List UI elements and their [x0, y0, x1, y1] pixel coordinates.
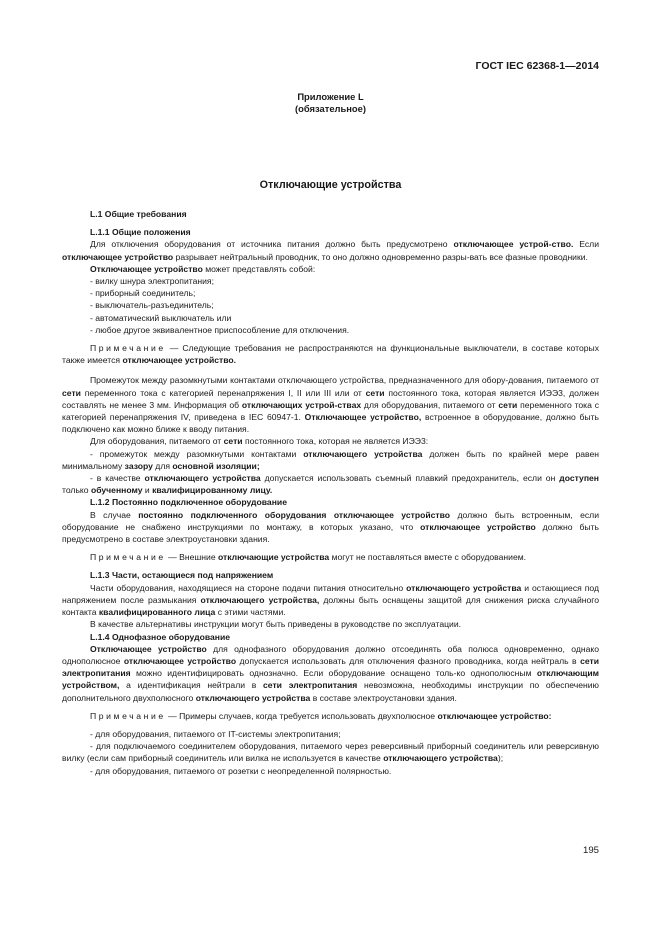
text-run: L.1.2 Постоянно подключенное оборудование	[90, 497, 287, 508]
term-bold: отключающим устройством,	[62, 668, 599, 691]
text-run: и остающиеся под напряжением после размыкания	[62, 582, 599, 605]
term-bold: отключающее устройство.	[122, 355, 237, 366]
text-run: — Примеры случаев, когда требуется использовать двухполюсное	[165, 710, 438, 721]
paragraph	[62, 551, 599, 563]
term-bold: отключающего устройства	[195, 692, 311, 703]
text-run: Для отключения оборудования от источника питания должно быть предусмотрено	[90, 239, 454, 250]
text-run: Если	[573, 239, 599, 250]
text-run: с этими частями.	[215, 607, 286, 618]
paragraph	[62, 312, 599, 324]
term-bold: отключающего устройства,	[200, 594, 320, 605]
subsection-heading	[62, 226, 599, 238]
text-run: и	[142, 485, 153, 496]
text-run: можно идентифицировать однозначно. Если оборудование оснащено толь-ко однополюсным	[130, 668, 537, 679]
paragraph	[62, 472, 599, 496]
text-run: только	[62, 485, 91, 496]
term-bold: сети электропитания	[263, 680, 358, 691]
subsection-heading	[62, 631, 599, 643]
subsection-heading	[62, 569, 599, 581]
term-bold: отключающие устройства	[217, 552, 330, 563]
spacer	[62, 366, 599, 374]
text-run: переменного тока с категорией перенапряжения I, II или III или от	[80, 387, 366, 398]
term-bold: сети	[62, 387, 81, 398]
appendix-status: (обязательное)	[295, 103, 366, 114]
paragraph	[62, 740, 599, 764]
paragraph	[62, 728, 599, 740]
text-run: постоянного тока, которая является ИЭЭ3, должен составлять не менее 3 мм. Информация об	[62, 387, 599, 410]
paragraph	[62, 238, 599, 262]
term-bold: обученному	[90, 485, 143, 496]
paragraph	[62, 509, 599, 546]
paragraph	[62, 582, 599, 619]
subsection-heading	[62, 208, 599, 220]
text-run: — Следующие требования не распространяются на функциональные выключатели, в составе которых также имеется	[62, 343, 599, 366]
term-bold: отключающего устройства	[383, 753, 498, 764]
text-run: - для оборудования, питаемого от розетки с неопределенной полярностью.	[90, 765, 392, 776]
text-run: - для подключаемого соединителем оборудования, питаемого через реверсивный приборный соединитель или реверсивную вилку (если сам приборный соединитель или вилка не используется в качестве	[62, 741, 599, 764]
text-run: В случае	[90, 509, 139, 520]
term-bold: зазору	[124, 460, 153, 471]
paragraph	[62, 374, 599, 435]
paragraph	[62, 275, 599, 287]
term-bold: доступен	[559, 473, 599, 484]
term-bold: отключающее устройство:	[437, 710, 552, 721]
text-run: - вилку шнура электропитания;	[90, 276, 214, 287]
note-label: Примечание	[90, 710, 166, 721]
term-bold: отключающее устройство	[62, 251, 174, 262]
text-run: В качестве альтернативы инструкции могут быть приведены в руководстве по эксплуатации.	[90, 619, 462, 630]
term-bold: Отключающее устройство	[90, 263, 203, 274]
paragraph	[62, 287, 599, 299]
text-run: L.1.3 Части, остающиеся под напряжением	[90, 570, 274, 581]
section-title: Отключающие устройства	[259, 179, 402, 191]
text-run: должно быть встроенным, если оборудование не снабжено инструкциями по монтажу, в которых указано, что	[62, 509, 599, 532]
term-bold: сети электропитания	[62, 655, 599, 679]
note-label: Примечание	[90, 343, 166, 354]
text-run: для однофазного оборудования должно отсоединять оба полюса одновременно, однако однополюсное	[62, 643, 599, 666]
text-run: невозможна, необходимы инструкции по обеспечению дополнительного двухполюсного	[62, 680, 599, 703]
text-run: - приборный соединитель;	[90, 288, 196, 299]
text-run: встроенное в оборудование, должно быть подключено как можно ближе к вводу питания.	[62, 412, 599, 435]
text-run: переменного тока с категорией перенапряжения IV, приведена в IEC 60947-1.	[62, 399, 600, 423]
text-run: L.1.1 Общие положения	[90, 227, 191, 238]
text-run: должны быть оснащены защитой для снижения риска случайного контакта	[62, 594, 600, 618]
note-label: Примечание	[90, 552, 166, 563]
document-body	[62, 208, 599, 777]
text-run: - автоматический выключатель или	[90, 312, 232, 323]
text-run: для оборудования, питаемого от	[361, 399, 499, 410]
paragraph	[62, 324, 599, 336]
term-bold: сети	[498, 399, 518, 410]
text-run: - выключатель-разъединитель;	[90, 300, 214, 311]
text-run: );	[497, 753, 504, 764]
term-bold: постоянно подключенного оборудования отключающее устройство	[138, 509, 451, 520]
term-bold: отключающего устройства	[144, 473, 261, 484]
subsection-heading	[62, 496, 599, 508]
term-bold: основной изоляции;	[172, 460, 260, 471]
text-run: разрывает нейтральный проводник, то оно должно одновременно разры-вать все фазные проводники.	[173, 251, 588, 262]
text-run: для	[152, 460, 173, 471]
text-run: допускается использовать съемный плавкий предохранитель, если он	[260, 473, 560, 484]
term-bold: отключающих устрой-ствах	[241, 399, 362, 410]
text-run: - промежуток между разомкнутыми контактами	[90, 448, 304, 459]
term-bold: отключающего устройства	[303, 448, 423, 459]
paragraph	[62, 643, 599, 704]
paragraph	[62, 435, 599, 447]
text-run: должен быть по крайней мере равен минимальному	[62, 448, 599, 471]
text-run: - любое другое эквивалентное приспособление для отключения.	[90, 324, 350, 335]
text-run: - в качестве	[90, 473, 145, 484]
term-bold: сети	[365, 387, 385, 398]
term-bold: отключающее устрой-ство.	[453, 239, 574, 250]
text-run: - для оборудования, питаемого от IT-системы электропитания;	[90, 728, 341, 739]
appendix-title: Приложение L	[297, 91, 364, 102]
page-number: 195	[582, 845, 599, 856]
term-bold: отключающее устройство	[123, 655, 237, 666]
text-run: — Внешние	[165, 552, 218, 563]
text-run: Для оборудования, питаемого от	[90, 436, 224, 447]
term-bold: отключающего устройства	[406, 582, 522, 593]
text-run: L.1 Общие требования	[90, 209, 187, 219]
term-bold: квалифицированного лица	[98, 607, 216, 618]
paragraph	[62, 618, 599, 630]
paragraph	[62, 299, 599, 311]
text-run: Промежуток между разомкнутыми контактами отключающего устройства, предназначенного для обору-дования, питаемого от	[90, 375, 599, 386]
text-run: может представлять собой:	[202, 263, 316, 274]
term-bold: Отключающее устройство	[90, 643, 207, 654]
paragraph	[62, 765, 599, 777]
term-bold: отключающее устройство	[420, 521, 536, 532]
text-run: а идентификация нейтрали в	[119, 680, 264, 691]
text-run: допускается использовать для отключения фазного проводника, когда нейтраль в	[236, 655, 581, 666]
term-bold: квалифицированному лицу.	[152, 485, 273, 496]
paragraph	[62, 263, 599, 275]
text-run: могут не поставляться вместе с оборудованием.	[329, 552, 527, 563]
paragraph	[62, 710, 599, 722]
paragraph	[62, 342, 599, 366]
text-run: в составе электроустановки здания.	[310, 692, 457, 703]
text-run: L.1.4 Однофазное оборудование	[90, 631, 231, 642]
text-run: должно быть предусмотрено в составе электроустановки здания.	[62, 521, 599, 545]
standard-designation: ГОСТ IEC 62368-1—2014	[475, 60, 599, 72]
text-run: постоянного тока, которая не является ИЭЭ3:	[242, 436, 429, 447]
text-run: Части оборудования, находящиеся на стороне подачи питания относительно	[90, 582, 407, 593]
term-bold: Отключающее устройство,	[304, 412, 422, 423]
term-bold: сети	[223, 436, 243, 447]
paragraph	[62, 448, 599, 472]
